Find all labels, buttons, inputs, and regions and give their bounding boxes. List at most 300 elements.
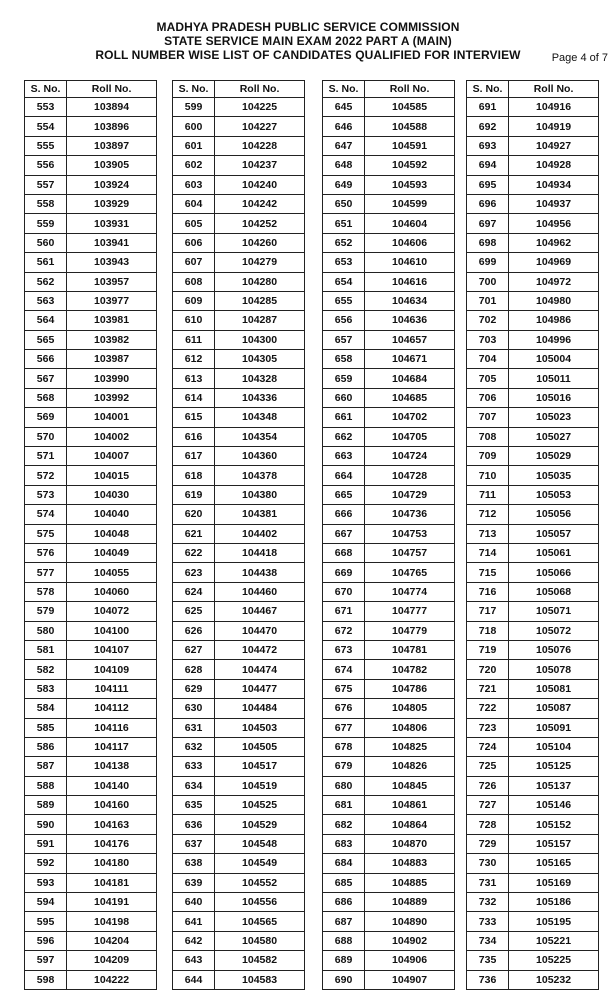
serial-number: 665	[323, 485, 365, 504]
serial-number: 636	[173, 815, 215, 834]
serial-number: 731	[467, 873, 509, 892]
serial-number: 692	[467, 117, 509, 136]
serial-number: 585	[25, 718, 67, 737]
serial-number: 565	[25, 330, 67, 349]
table-row	[25, 98, 157, 117]
serial-number: 693	[467, 136, 509, 155]
table-row	[467, 175, 599, 194]
roll-number: 103957	[67, 272, 157, 291]
table-row	[173, 175, 305, 194]
serial-number: 597	[25, 951, 67, 970]
roll-number: 104360	[215, 447, 305, 466]
roll-number: 104002	[67, 427, 157, 446]
table-header-row	[323, 81, 455, 98]
roll-number: 104548	[215, 834, 305, 853]
roll-number: 104591	[365, 136, 455, 155]
roll-number: 104552	[215, 873, 305, 892]
serial-number: 604	[173, 194, 215, 213]
roll-number: 104209	[67, 951, 157, 970]
serial-number: 710	[467, 466, 509, 485]
table-row	[25, 582, 157, 601]
roll-number: 105165	[509, 854, 599, 873]
roll-number: 103931	[67, 214, 157, 233]
roll-number: 104604	[365, 214, 455, 233]
roll-number: 103896	[67, 117, 157, 136]
serial-number: 688	[323, 931, 365, 950]
roll-number: 105091	[509, 718, 599, 737]
table-row	[25, 563, 157, 582]
roll-number: 104467	[215, 602, 305, 621]
roll-header: Roll No.	[365, 81, 455, 98]
serial-number: 622	[173, 543, 215, 562]
serial-number: 642	[173, 931, 215, 950]
serial-number: 564	[25, 311, 67, 330]
roll-number: 104582	[215, 951, 305, 970]
roll-number: 104786	[365, 679, 455, 698]
serial-number: 645	[323, 98, 365, 117]
serial-number: 577	[25, 563, 67, 582]
table-row	[173, 912, 305, 931]
roll-number: 104736	[365, 505, 455, 524]
serial-number: 566	[25, 350, 67, 369]
roll-number: 103941	[67, 233, 157, 252]
roll-number: 105225	[509, 951, 599, 970]
table-row	[173, 466, 305, 485]
serial-number: 553	[25, 98, 67, 117]
table-row	[323, 291, 455, 310]
table-row	[467, 505, 599, 524]
table-row	[173, 951, 305, 970]
serial-number: 685	[323, 873, 365, 892]
roll-number: 105152	[509, 815, 599, 834]
serial-number: 714	[467, 543, 509, 562]
table-row	[173, 291, 305, 310]
sno-header: S. No.	[25, 81, 67, 98]
serial-number: 562	[25, 272, 67, 291]
table-row	[173, 563, 305, 582]
table-row	[323, 737, 455, 756]
roll-number: 104505	[215, 737, 305, 756]
roll-number: 104774	[365, 582, 455, 601]
roll-number: 104962	[509, 233, 599, 252]
sno-header: S. No.	[323, 81, 365, 98]
roll-number: 105066	[509, 563, 599, 582]
roll-number: 104616	[365, 272, 455, 291]
table-row	[173, 931, 305, 950]
table-row	[25, 757, 157, 776]
serial-number: 730	[467, 854, 509, 873]
roll-number: 104007	[67, 447, 157, 466]
table-row	[467, 233, 599, 252]
table-row	[173, 253, 305, 272]
serial-number: 733	[467, 912, 509, 931]
roll-number: 104503	[215, 718, 305, 737]
serial-number: 705	[467, 369, 509, 388]
serial-number: 633	[173, 757, 215, 776]
roll-number: 105027	[509, 427, 599, 446]
serial-number: 557	[25, 175, 67, 194]
roll-number: 105011	[509, 369, 599, 388]
serial-number: 726	[467, 776, 509, 795]
roll-table-2	[172, 80, 305, 990]
table-row	[467, 543, 599, 562]
table-row	[323, 408, 455, 427]
roll-number: 104107	[67, 640, 157, 659]
table-row	[467, 873, 599, 892]
roll-number: 104826	[365, 757, 455, 776]
serial-number: 651	[323, 214, 365, 233]
roll-number: 104610	[365, 253, 455, 272]
roll-number: 104225	[215, 98, 305, 117]
serial-number: 643	[173, 951, 215, 970]
table-row	[467, 970, 599, 989]
table-row	[323, 873, 455, 892]
roll-number: 104684	[365, 369, 455, 388]
roll-number: 104049	[67, 543, 157, 562]
serial-number: 676	[323, 699, 365, 718]
table-row	[25, 912, 157, 931]
table-row	[173, 737, 305, 756]
table-row	[25, 951, 157, 970]
table-row	[25, 815, 157, 834]
roll-number: 104549	[215, 854, 305, 873]
roll-number: 105137	[509, 776, 599, 795]
serial-number: 595	[25, 912, 67, 931]
roll-number: 105029	[509, 447, 599, 466]
roll-number: 104040	[67, 505, 157, 524]
table-row	[467, 757, 599, 776]
table-row	[467, 214, 599, 233]
table-row	[323, 699, 455, 718]
roll-number: 104757	[365, 543, 455, 562]
roll-number: 105157	[509, 834, 599, 853]
table-row	[25, 408, 157, 427]
table-row	[25, 466, 157, 485]
roll-number: 104402	[215, 524, 305, 543]
roll-number: 105104	[509, 737, 599, 756]
serial-number: 686	[323, 893, 365, 912]
table-row	[173, 718, 305, 737]
page-number: Page 4 of 7	[551, 52, 608, 64]
serial-number: 717	[467, 602, 509, 621]
roll-number: 105053	[509, 485, 599, 504]
roll-number: 104657	[365, 330, 455, 349]
serial-number: 555	[25, 136, 67, 155]
table-header-row	[467, 81, 599, 98]
serial-number: 720	[467, 660, 509, 679]
roll-number: 104890	[365, 912, 455, 931]
roll-number: 104015	[67, 466, 157, 485]
roll-table-4	[466, 80, 599, 990]
table-row	[323, 679, 455, 698]
roll-number: 104287	[215, 311, 305, 330]
serial-number: 630	[173, 699, 215, 718]
table-row	[173, 447, 305, 466]
roll-number: 104418	[215, 543, 305, 562]
serial-number: 583	[25, 679, 67, 698]
serial-number: 582	[25, 660, 67, 679]
serial-number: 712	[467, 505, 509, 524]
serial-number: 613	[173, 369, 215, 388]
serial-number: 625	[173, 602, 215, 621]
table-row	[173, 602, 305, 621]
serial-number: 628	[173, 660, 215, 679]
table-row	[467, 408, 599, 427]
roll-number: 104870	[365, 834, 455, 853]
serial-number: 567	[25, 369, 67, 388]
table-row	[25, 156, 157, 175]
serial-number: 554	[25, 117, 67, 136]
table-row	[173, 893, 305, 912]
table-row	[323, 951, 455, 970]
roll-number: 103982	[67, 330, 157, 349]
serial-number: 681	[323, 796, 365, 815]
roll-number: 104883	[365, 854, 455, 873]
table-row	[25, 233, 157, 252]
table-row	[323, 485, 455, 504]
table-row	[25, 602, 157, 621]
table-row	[467, 272, 599, 291]
table-row	[25, 311, 157, 330]
serial-number: 654	[323, 272, 365, 291]
serial-number: 581	[25, 640, 67, 659]
roll-number: 104671	[365, 350, 455, 369]
roll-number: 104972	[509, 272, 599, 291]
roll-number: 104702	[365, 408, 455, 427]
serial-number: 634	[173, 776, 215, 795]
table-row	[25, 369, 157, 388]
roll-number: 105081	[509, 679, 599, 698]
roll-number: 104116	[67, 718, 157, 737]
table-row	[173, 796, 305, 815]
commission-title: MADHYA PRADESH PUBLIC SERVICE COMMISSION	[156, 20, 460, 34]
table-row	[467, 912, 599, 931]
roll-number: 104592	[365, 156, 455, 175]
roll-number: 104864	[365, 815, 455, 834]
serial-number: 573	[25, 485, 67, 504]
roll-number: 105195	[509, 912, 599, 931]
serial-number: 587	[25, 757, 67, 776]
table-row	[323, 563, 455, 582]
serial-number: 650	[323, 194, 365, 213]
table-row	[467, 854, 599, 873]
serial-number: 657	[323, 330, 365, 349]
roll-number: 104474	[215, 660, 305, 679]
serial-number: 568	[25, 388, 67, 407]
serial-number: 722	[467, 699, 509, 718]
serial-number: 728	[467, 815, 509, 834]
roll-number: 104845	[365, 776, 455, 795]
results-tables	[24, 80, 608, 986]
serial-number: 697	[467, 214, 509, 233]
table-row	[323, 194, 455, 213]
roll-number: 104300	[215, 330, 305, 349]
serial-number: 591	[25, 834, 67, 853]
table-row	[173, 233, 305, 252]
serial-number: 672	[323, 621, 365, 640]
serial-number: 660	[323, 388, 365, 407]
roll-number: 105071	[509, 602, 599, 621]
roll-number: 104765	[365, 563, 455, 582]
serial-number: 703	[467, 330, 509, 349]
table-row	[173, 272, 305, 291]
roll-number: 104242	[215, 194, 305, 213]
table-row	[25, 893, 157, 912]
table-row	[467, 640, 599, 659]
serial-number: 639	[173, 873, 215, 892]
table-row	[173, 854, 305, 873]
roll-number: 104986	[509, 311, 599, 330]
roll-number: 104937	[509, 194, 599, 213]
serial-number: 593	[25, 873, 67, 892]
serial-number: 616	[173, 427, 215, 446]
serial-number: 678	[323, 737, 365, 756]
table-row	[467, 194, 599, 213]
table-row	[173, 543, 305, 562]
table-row	[25, 679, 157, 698]
serial-number: 655	[323, 291, 365, 310]
serial-number: 666	[323, 505, 365, 524]
table-row	[323, 854, 455, 873]
serial-number: 716	[467, 582, 509, 601]
table-row	[25, 776, 157, 795]
table-row	[467, 253, 599, 272]
roll-number: 104529	[215, 815, 305, 834]
table-row	[323, 815, 455, 834]
serial-number: 612	[173, 350, 215, 369]
table-row	[173, 582, 305, 601]
table-header-row	[173, 81, 305, 98]
serial-number: 732	[467, 893, 509, 912]
roll-number: 104806	[365, 718, 455, 737]
table-row	[173, 117, 305, 136]
roll-number: 104470	[215, 621, 305, 640]
table-row	[467, 602, 599, 621]
roll-number: 104585	[365, 98, 455, 117]
table-row	[467, 388, 599, 407]
table-row	[173, 330, 305, 349]
serial-number: 602	[173, 156, 215, 175]
table-row	[323, 447, 455, 466]
roll-number: 104906	[365, 951, 455, 970]
document-header	[0, 20, 616, 62]
serial-number: 725	[467, 757, 509, 776]
serial-number: 663	[323, 447, 365, 466]
table-row	[323, 175, 455, 194]
roll-number: 104285	[215, 291, 305, 310]
serial-number: 699	[467, 253, 509, 272]
serial-number: 709	[467, 447, 509, 466]
roll-number: 104599	[365, 194, 455, 213]
table-row	[25, 931, 157, 950]
table-row	[467, 136, 599, 155]
roll-number: 103894	[67, 98, 157, 117]
table-row	[173, 156, 305, 175]
table-row	[323, 893, 455, 912]
roll-number: 104777	[365, 602, 455, 621]
table-row	[25, 350, 157, 369]
roll-number: 105078	[509, 660, 599, 679]
serial-number: 611	[173, 330, 215, 349]
serial-number: 648	[323, 156, 365, 175]
serial-number: 571	[25, 447, 67, 466]
table-row	[25, 291, 157, 310]
table-row	[173, 524, 305, 543]
roll-number: 105076	[509, 640, 599, 659]
serial-number: 677	[323, 718, 365, 737]
table-row	[323, 796, 455, 815]
roll-number: 104055	[67, 563, 157, 582]
serial-number: 680	[323, 776, 365, 795]
roll-number: 104636	[365, 311, 455, 330]
serial-number: 735	[467, 951, 509, 970]
roll-number: 104980	[509, 291, 599, 310]
roll-number: 104198	[67, 912, 157, 931]
roll-number: 104181	[67, 873, 157, 892]
roll-number: 104138	[67, 757, 157, 776]
serial-number: 736	[467, 970, 509, 989]
table-row	[323, 369, 455, 388]
table-row	[173, 679, 305, 698]
table-row	[173, 214, 305, 233]
table-row	[25, 485, 157, 504]
roll-number: 104252	[215, 214, 305, 233]
roll-number: 104902	[365, 931, 455, 950]
table-row	[467, 951, 599, 970]
serial-number: 598	[25, 970, 67, 989]
table-row	[173, 834, 305, 853]
serial-number: 694	[467, 156, 509, 175]
table-row	[323, 330, 455, 349]
table-row	[467, 737, 599, 756]
serial-number: 661	[323, 408, 365, 427]
serial-number: 575	[25, 524, 67, 543]
table-row	[173, 136, 305, 155]
table-row	[323, 388, 455, 407]
roll-number: 103905	[67, 156, 157, 175]
serial-number: 592	[25, 854, 67, 873]
serial-number: 724	[467, 737, 509, 756]
table-row	[173, 815, 305, 834]
table-row	[25, 447, 157, 466]
table-row	[173, 388, 305, 407]
serial-number: 652	[323, 233, 365, 252]
serial-number: 629	[173, 679, 215, 698]
table-row	[323, 253, 455, 272]
table-row	[173, 699, 305, 718]
table-row	[25, 117, 157, 136]
serial-number: 574	[25, 505, 67, 524]
roll-number: 105068	[509, 582, 599, 601]
serial-number: 695	[467, 175, 509, 194]
roll-number: 104438	[215, 563, 305, 582]
roll-number: 105169	[509, 873, 599, 892]
roll-number: 105146	[509, 796, 599, 815]
roll-number: 104565	[215, 912, 305, 931]
table-row	[323, 543, 455, 562]
serial-number: 627	[173, 640, 215, 659]
serial-number: 584	[25, 699, 67, 718]
roll-number: 104228	[215, 136, 305, 155]
serial-number: 618	[173, 466, 215, 485]
roll-number: 104825	[365, 737, 455, 756]
serial-number: 632	[173, 737, 215, 756]
table-row	[323, 156, 455, 175]
roll-number: 104956	[509, 214, 599, 233]
serial-number: 617	[173, 447, 215, 466]
serial-number: 668	[323, 543, 365, 562]
roll-number: 104260	[215, 233, 305, 252]
